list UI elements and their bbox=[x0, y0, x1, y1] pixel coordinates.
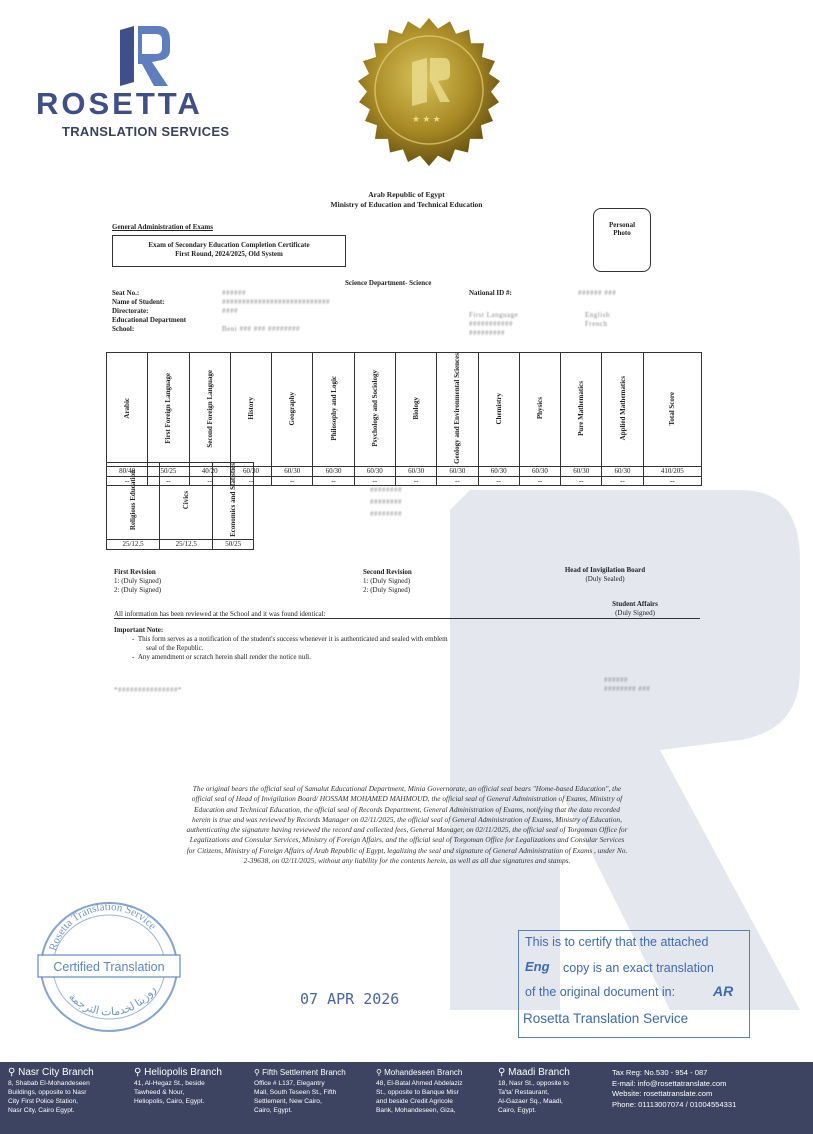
subject-extra: -- bbox=[519, 476, 560, 485]
website: Website: rosettatranslate.com bbox=[612, 1089, 713, 1098]
subject-name: History bbox=[246, 397, 255, 420]
phone: Phone: 01113007074 / 01004554331 bbox=[612, 1099, 737, 1109]
translator-note-line: Education and Technical Education, the official seal of Records Department, General Administration of Exams, notifying that the data recorded bbox=[194, 804, 620, 814]
cert-box-line-2: copy is an exact translation bbox=[563, 961, 714, 975]
branch-name: Fifth Settlement Branch bbox=[262, 1068, 346, 1077]
directorate-value: #### bbox=[222, 307, 238, 315]
name-label: Name of Student: bbox=[112, 298, 165, 306]
first-language-label: First Language bbox=[469, 311, 519, 319]
first-language-value: English bbox=[585, 311, 610, 319]
subject-header-cell bbox=[107, 353, 148, 467]
translator-note-line: official seal of Head of Invigilation Board/ HOSSAM MOHAMED MAHMOUD, the official seal of General Administration of Exams, Ministry of bbox=[191, 794, 623, 804]
subject-score: 410/205 bbox=[643, 466, 701, 476]
branch-line: Office # L137, Elegantry bbox=[254, 1080, 325, 1087]
subject-extra: -- bbox=[148, 476, 189, 485]
second-revision bbox=[363, 568, 412, 595]
subject-extra: -- bbox=[395, 476, 436, 485]
translator-note-line: authenticating the signature having reviewed the record and collected fees, General Manager, on 02/11/2025, the official seal of Torgoman Office for bbox=[186, 825, 628, 835]
additional-subject-header bbox=[213, 463, 254, 540]
subject-extra: -- bbox=[561, 476, 602, 485]
certificate-line-1: Exam of Secondary Education Completion Certificate bbox=[148, 241, 310, 249]
cert-box-line-3: of the original document in: bbox=[525, 985, 676, 999]
stamp-date: 07 APR 2026 bbox=[300, 990, 400, 1008]
branch-line: Cairo, Egypt. bbox=[254, 1107, 293, 1114]
company-tagline: TRANSLATION SERVICES bbox=[62, 124, 230, 139]
stamp-right bbox=[604, 676, 650, 694]
email: E-mail: info@rosettatranslate.com bbox=[612, 1078, 727, 1088]
rosetta-logo-icon bbox=[112, 24, 172, 88]
svg-text:★ ★ ★: ★ ★ ★ bbox=[412, 114, 441, 124]
subject-name: Geography bbox=[288, 391, 297, 426]
country-title: Arab Republic of Egypt bbox=[368, 190, 445, 199]
subject-score: 80/40 bbox=[107, 466, 148, 476]
national-id-label: National ID #: bbox=[469, 289, 512, 297]
student-affairs-title: Student Affairs bbox=[612, 600, 658, 608]
subject-name: Geology and Environmental Sciences bbox=[453, 353, 462, 464]
subject-name: Applied Mathematics bbox=[618, 376, 627, 441]
branch-line: Heliopolis, Cairo, Egypt. bbox=[134, 1098, 205, 1105]
reviewed-statement-text: All information has been reviewed at the School and it was found identical: bbox=[114, 610, 326, 618]
reviewed-statement bbox=[114, 610, 700, 619]
personal-photo-box bbox=[593, 208, 651, 272]
branch-line: Ta'ta' Restaurant, bbox=[498, 1089, 549, 1096]
subject-score: 60/30 bbox=[272, 466, 313, 476]
location-pin-icon: ⚲ bbox=[376, 1068, 382, 1077]
subject-score: 60/30 bbox=[478, 466, 519, 476]
subject-name: Philosophy and Logic bbox=[329, 376, 338, 441]
subject-extra: -- bbox=[313, 476, 354, 485]
location-pin-icon: ⚲ bbox=[134, 1067, 142, 1078]
subject-header-cell bbox=[189, 353, 230, 467]
second-revision-signer-2: 2: (Duly Signed) bbox=[363, 586, 411, 594]
subject-header-cell bbox=[478, 353, 519, 467]
subject-score: 60/30 bbox=[602, 466, 643, 476]
side-note: ######## bbox=[370, 498, 402, 506]
photo-label-2: Photo bbox=[613, 229, 631, 237]
head-board-title: Head of Invigilation Board bbox=[564, 566, 646, 574]
extra-value: ######### bbox=[469, 329, 505, 337]
svg-text:روزيتا لخدمات الترجمة bbox=[66, 984, 158, 1019]
branch-line: and beside Credit Agricole bbox=[376, 1098, 453, 1105]
subject-name: First Foreign Language bbox=[164, 373, 173, 444]
branch-mohandeseen bbox=[376, 1068, 463, 1115]
stamp-right-1: ###### bbox=[604, 676, 628, 684]
subject-header-cell bbox=[561, 353, 602, 467]
head-board bbox=[540, 566, 670, 584]
national-id-value: ###### ### bbox=[578, 289, 617, 297]
subject-extra: -- bbox=[478, 476, 519, 485]
additional-subject-name: Economics and Statistics bbox=[229, 463, 238, 537]
branch-maadi bbox=[498, 1068, 570, 1115]
subject-header-cell bbox=[602, 353, 643, 467]
subject-extra: -- bbox=[107, 476, 148, 485]
school-value: Beni ### ### ######## bbox=[222, 325, 300, 333]
subject-name: Chemistry bbox=[494, 392, 503, 425]
subject-score: 60/30 bbox=[561, 466, 602, 476]
side-note: ######## bbox=[370, 510, 402, 518]
subject-extra: -- bbox=[643, 476, 701, 485]
branch-line: City First Police Station, bbox=[8, 1098, 78, 1105]
branch-line: Tawheed & Nour, bbox=[134, 1089, 185, 1096]
student-info-values bbox=[222, 289, 330, 334]
language-labels bbox=[469, 311, 518, 338]
subject-score: 60/30 bbox=[230, 466, 271, 476]
translator-note-line: for Citizens, Ministry of Foreign Affairs of Arab Republic of Egypt, legalizing the seal and signature of General Administration of Exams , under No. bbox=[186, 845, 628, 855]
important-note: Important Note: - This form serves as a notification of the student's success whenever it is authenticated and sealed with emblem seal of the Republic. - Any amendment or scratch herein shall render the notice null. bbox=[114, 626, 594, 662]
subject-header-cell bbox=[272, 353, 313, 467]
seat-label: Seat No.: bbox=[112, 289, 140, 297]
side-note: ######## bbox=[370, 486, 402, 494]
translator-note-line: The original bears the official seal of Samalut Educational Department, Minia Governorate, an official seal bears "Home-based Education", the bbox=[192, 784, 622, 793]
important-note-title: Important Note: bbox=[114, 626, 164, 634]
language-values bbox=[585, 311, 610, 329]
branch-fifth-settlement bbox=[254, 1068, 346, 1115]
subject-score: 40/20 bbox=[189, 466, 230, 476]
branch-line: Buildings, opposite to Nasr bbox=[8, 1089, 87, 1096]
additional-subjects-table bbox=[106, 462, 254, 550]
subject-header-cell bbox=[230, 353, 271, 467]
document-code: *###############* bbox=[114, 686, 182, 694]
subject-extra: -- bbox=[602, 476, 643, 485]
second-revision-title: Second Revision bbox=[363, 568, 412, 576]
student-affairs-status: (Duly Signed) bbox=[615, 609, 655, 617]
additional-subject-name: Civics bbox=[182, 490, 191, 510]
first-revision bbox=[114, 568, 161, 595]
location-pin-icon: ⚲ bbox=[254, 1068, 260, 1077]
cert-box-line-1: This is to certify that the attached bbox=[525, 935, 709, 949]
cert-box-handwritten-language-1: Eng bbox=[525, 959, 550, 974]
certification-box bbox=[518, 930, 750, 1038]
translator-note bbox=[92, 784, 722, 866]
subject-name: Psychology and Sociology bbox=[370, 370, 379, 447]
subject-score: 60/30 bbox=[519, 466, 560, 476]
stamp-circle-top-text: Rosetta Translation Service bbox=[47, 901, 159, 953]
subject-score: 60/30 bbox=[354, 466, 395, 476]
contact-info bbox=[612, 1068, 736, 1110]
subject-header-cell bbox=[437, 353, 478, 467]
note-item-2: Any amendment or scratch herein shall render the notice null. bbox=[137, 653, 311, 661]
subject-extra: -- bbox=[272, 476, 313, 485]
note-item-1-cont: seal of the Republic. bbox=[146, 644, 204, 652]
branch-line: 18, Nasr St., opposite to bbox=[498, 1080, 569, 1087]
branch-name: Maadi Branch bbox=[508, 1067, 570, 1078]
translator-note-line: herein is true and was reviewed by Records Manager on 02/11/2025, the official seal of General Administration of Exams, Ministry of Education, bbox=[192, 814, 622, 824]
subject-name: Physics bbox=[535, 397, 544, 420]
translator-note-line: 2-39638, on 02/11/2025, without any liability for the contents herein, as well as all due signatures and stamps. bbox=[243, 856, 571, 866]
subject-name: Pure Mathematics bbox=[577, 381, 586, 436]
branch-line: Settlement, New Cairo, bbox=[254, 1098, 322, 1105]
branch-name: Mohandeseen Branch bbox=[384, 1068, 463, 1077]
svg-text:Rosetta Translation Service bbox=[47, 901, 158, 952]
additional-subject-name: Religious Education bbox=[129, 469, 138, 530]
edu-dept-label: Educational Department bbox=[112, 316, 187, 324]
subject-extra: -- bbox=[230, 476, 271, 485]
stamp-circle-bottom-text: روزيتا لخدمات الترجمة bbox=[66, 983, 159, 1019]
subject-name: Second Foreign Language bbox=[205, 369, 214, 448]
location-pin-icon: ⚲ bbox=[498, 1067, 506, 1078]
branch-name: Nasr City Branch bbox=[18, 1067, 94, 1078]
branch-line: St., opposite to Banque Misr bbox=[376, 1089, 459, 1096]
subject-header-cell bbox=[519, 353, 560, 467]
directorate-label: Directorate: bbox=[112, 307, 149, 315]
second-language-value: French bbox=[585, 320, 608, 328]
company-name: ROSETTA bbox=[36, 86, 203, 121]
subject-name: Total Score bbox=[668, 391, 677, 426]
administration-title: General Administration of Exams bbox=[112, 223, 213, 231]
gold-seal-icon bbox=[332, 2, 526, 178]
name-value: ########################### bbox=[222, 298, 330, 306]
side-notes bbox=[370, 484, 402, 520]
subject-header-cell bbox=[643, 353, 701, 467]
certificate-line-2: First Round, 2024/2025, Old System bbox=[175, 250, 283, 258]
cert-box-line-4: Rosetta Translation Service bbox=[523, 1011, 689, 1026]
footer bbox=[0, 1062, 813, 1134]
branch-heliopolis bbox=[134, 1068, 222, 1106]
photo-label-1: Personal bbox=[608, 221, 636, 229]
stamp-right-2: ######## ### bbox=[604, 685, 651, 693]
subject-name: Arabic bbox=[123, 398, 132, 419]
branch-line: Mall, South Teseen St., Fifth bbox=[254, 1089, 337, 1096]
additional-subject-score: 50/25 bbox=[213, 539, 254, 549]
location-pin-icon: ⚲ bbox=[8, 1067, 16, 1078]
cert-box-handwritten-language-2: AR bbox=[713, 983, 734, 999]
first-revision-signer-1: 1: (Duly Signed) bbox=[114, 577, 162, 585]
additional-subject-header bbox=[107, 463, 160, 540]
subject-header-cell bbox=[313, 353, 354, 467]
first-revision-signer-2: 2: (Duly Signed) bbox=[114, 586, 162, 594]
subject-score: 60/30 bbox=[313, 466, 354, 476]
branch-line: Nasr City, Cairo Egypt. bbox=[8, 1107, 75, 1114]
branch-line: Al-Gazaer Sq., Maadi, bbox=[498, 1098, 563, 1105]
additional-subject-score: 25/12.5 bbox=[160, 539, 213, 549]
school-label: School: bbox=[112, 325, 135, 333]
tax-reg: Tax Reg: No.530 - 954 - 087 bbox=[612, 1068, 708, 1077]
branch-line: Cairo, Egypt. bbox=[498, 1107, 537, 1114]
subject-score: 50/25 bbox=[148, 466, 189, 476]
subject-extra: -- bbox=[354, 476, 395, 485]
branch-line: 48, El-Batal Ahmed Abdelaziz bbox=[376, 1080, 463, 1087]
student-info-labels bbox=[112, 289, 186, 334]
additional-subject-header bbox=[160, 463, 213, 540]
second-revision-signer-1: 1: (Duly Signed) bbox=[363, 577, 411, 585]
translator-note-line: Legalizations and Consular Services, Ministry of Foreign Affairs, and the official seal of Torgoman Office for Legalizations and Consular Services bbox=[189, 835, 625, 845]
stamp-circle-center-text: Certified Translation bbox=[53, 960, 165, 974]
subject-extra: -- bbox=[437, 476, 478, 485]
branch-name: Heliopolis Branch bbox=[144, 1067, 222, 1078]
certified-translation-stamp-icon bbox=[34, 895, 184, 1035]
certificate-title-box bbox=[112, 235, 346, 267]
ministry-title: Ministry of Education and Technical Education bbox=[330, 200, 483, 209]
subject-header-cell bbox=[354, 353, 395, 467]
branch-nasr-city bbox=[8, 1068, 94, 1115]
department-label: Science Department- Science bbox=[345, 279, 432, 287]
branch-line: 41, Al-Hegaz St., beside bbox=[134, 1080, 205, 1087]
subject-name: Biology bbox=[412, 397, 421, 420]
subject-header-cell bbox=[148, 353, 189, 467]
first-revision-title: First Revision bbox=[114, 568, 156, 576]
subject-score: 60/30 bbox=[395, 466, 436, 476]
second-language-label: ########### bbox=[469, 320, 513, 328]
subject-header-cell bbox=[395, 353, 436, 467]
subject-score: 60/30 bbox=[437, 466, 478, 476]
note-item-1: This form serves as a notification of the student's success whenever it is authenticated and sealed with emblem bbox=[137, 635, 448, 643]
subject-extra: -- bbox=[189, 476, 230, 485]
branch-line: 8, Shabab El-Mohandeseen bbox=[8, 1080, 90, 1087]
additional-subject-score: 25/12.5 bbox=[107, 539, 160, 549]
head-board-status: (Duly Sealed) bbox=[585, 575, 625, 583]
seat-value: ###### bbox=[222, 289, 246, 297]
branch-line: Bank, Mohandeseen, Giza, bbox=[376, 1107, 456, 1114]
